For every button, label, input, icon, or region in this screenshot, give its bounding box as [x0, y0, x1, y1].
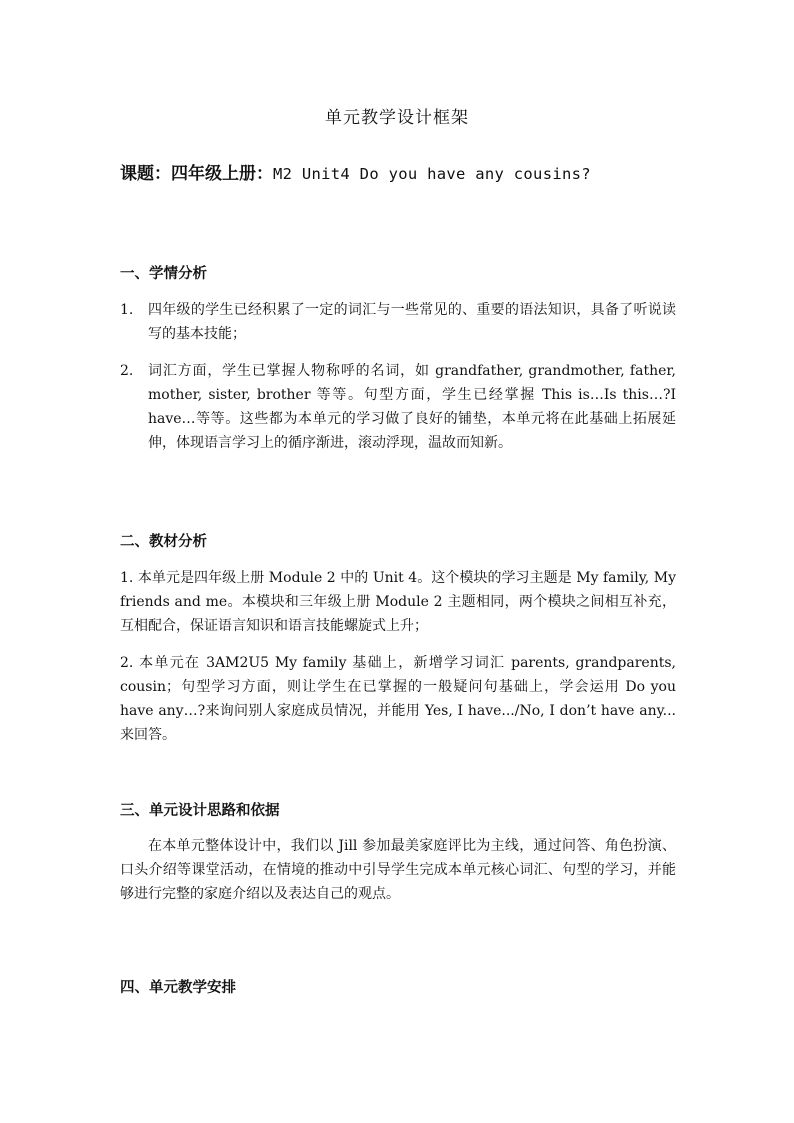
list-item	[120, 298, 676, 346]
course-title-label: 课题：四年级上册：	[120, 164, 273, 184]
course-title-value: M2 Unit4 Do you have any cousins?	[273, 165, 591, 183]
list-item-number: 2.	[120, 363, 134, 379]
list-item	[120, 359, 676, 455]
list-item-text: 四年级的学生已经积累了一定的词汇与一些常见的、重要的语法知识，具备了听说读写的基本技能；	[148, 302, 676, 342]
document-title: 单元教学设计框架	[325, 108, 469, 128]
section-heading-teaching-arrangement: 四、单元教学安排	[120, 979, 236, 996]
section-heading-textbook-analysis: 二、教材分析	[120, 533, 207, 550]
list-item-text: 词汇方面，学生已掌握人物称呼的名词，如 grandfather, grandmother, father, mother, sister, brother 等等。句型方面，学生已经掌握 This is…Is this…?I have…等等。这些都为本单元的学习做了良好的铺垫，本单元将在此基础上拓展延伸，体现语言学习上的循序渐进，滚动浮现，温故而知新。	[148, 363, 676, 451]
paragraph: 1. 本单元是四年级上册 Module 2 中的 Unit 4。这个模块的学习主题是 My family, My friends and me。本模块和三年级上册 Module 2 主题相同，两个模块之间相互补充，互相配合，保证语言知识和语言技能螺旋式上升；	[120, 570, 676, 634]
paragraph: 在本单元整体设计中，我们以 Jill 参加最美家庭评比为主线，通过问答、角色扮演、口头介绍等课堂活动，在情境的推动中引导学生完成本单元核心词汇、句型的学习，并能够进行完整的家庭介绍以及表达自己的观点。	[120, 838, 676, 902]
section-heading-learner-analysis: 一、学情分析	[120, 265, 207, 282]
paragraph: 2. 本单元在 3AM2U5 My family 基础上，新增学习词汇 parents, grandparents, cousin；句型学习方面，则让学生在已掌握的一般疑问句基础上，学会运用 Do you have any…?来询问别人家庭成员情况，并能用 Yes, I have.../No, I don’t have any...来回答。	[120, 655, 676, 743]
section-heading-design-rationale: 三、单元设计思路和依据	[120, 802, 280, 819]
course-title	[120, 162, 591, 186]
list-item-number: 1.	[120, 302, 134, 318]
